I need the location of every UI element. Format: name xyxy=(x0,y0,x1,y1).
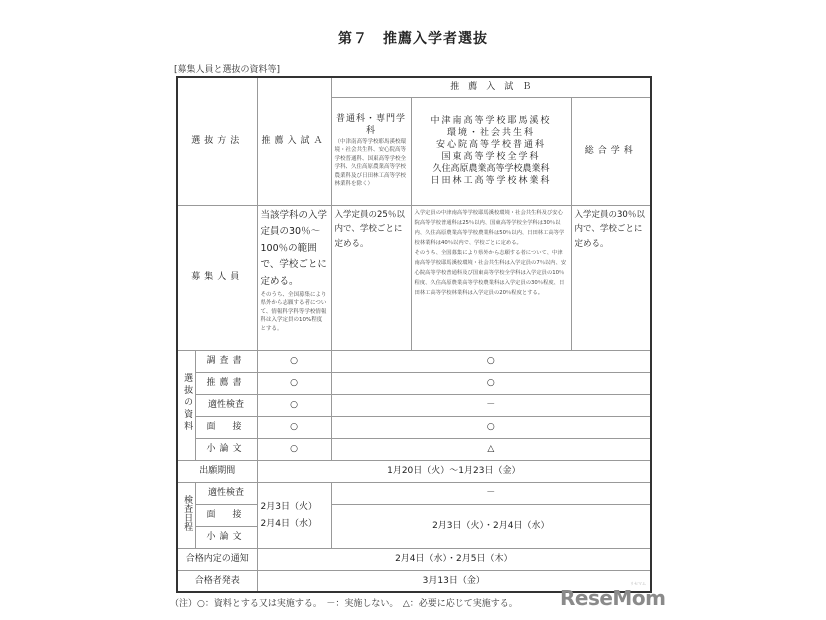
schedule-group-label xyxy=(177,482,195,548)
schedule-b-aptitude: － xyxy=(331,482,651,504)
school-item: 日田林工高等学校林業科 xyxy=(430,176,552,187)
material-b-value: ○ xyxy=(331,416,651,438)
school-item: 安心院高等学校普通科 xyxy=(436,139,547,150)
announcement-value: 3月13日（金） xyxy=(257,570,651,592)
material-b-value: ○ xyxy=(331,372,651,394)
school-item: 久住高原農業高等学校農業科 xyxy=(432,164,550,175)
material-label: 適性検査 xyxy=(195,394,257,416)
schedule-a-date: 2月4日（水） xyxy=(260,519,317,529)
method-label: 選抜方法 xyxy=(177,77,257,205)
quota-row xyxy=(177,205,651,350)
b-integrated-header: 総合学科 xyxy=(571,97,651,205)
watermark-kana: リセマム xyxy=(630,581,646,586)
announcement-label: 合格者発表 xyxy=(177,570,257,592)
b-schools-header xyxy=(411,97,571,205)
quota-a xyxy=(257,205,331,350)
material-label: 小論文 xyxy=(195,438,257,460)
quota-b-integrated: 入学定員の30％以内で、学校ごとに定める。 xyxy=(571,205,651,350)
material-a-value: ○ xyxy=(257,372,331,394)
material-row xyxy=(177,438,651,460)
application-value: 1月20日（火）～1月23日（金） xyxy=(257,460,651,482)
notice-value: 2月4日（水）・2月5日（木） xyxy=(257,548,651,570)
school-item: 国東高等学校全学科 xyxy=(441,152,541,162)
material-b-value: － xyxy=(331,394,651,416)
quota-b-schools xyxy=(411,205,571,350)
school-item: 中津南高等学校耶馬溪校 xyxy=(430,115,552,126)
header-row-1 xyxy=(177,77,651,97)
material-row xyxy=(177,350,651,372)
material-b-value: ○ xyxy=(331,350,651,372)
admission-table xyxy=(176,76,652,593)
school-item: 環境・社会共生科 xyxy=(447,127,536,138)
schedule-group-text: 検査日程 xyxy=(182,494,193,531)
schedule-a-date: 2月3日（火） xyxy=(260,501,317,512)
section-subtitle: [募集人員と選抜の資料等] xyxy=(174,65,281,75)
material-label: 推薦書 xyxy=(195,372,257,394)
material-label: 面 接 xyxy=(195,416,257,438)
schedule-label: 適性検査 xyxy=(195,482,257,504)
material-a-value: ○ xyxy=(257,350,331,372)
application-row xyxy=(177,460,651,482)
quota-label: 募集人員 xyxy=(177,205,257,350)
schedule-a-dates xyxy=(257,482,331,548)
quota-b-general: 入学定員の25％以内で、学校ごとに定める。 xyxy=(331,205,411,350)
material-label: 調査書 xyxy=(195,350,257,372)
application-label: 出願期間 xyxy=(177,460,257,482)
schedule-label: 小論文 xyxy=(195,526,257,548)
notice-row xyxy=(177,548,651,570)
exam-b-header: 推 薦 入 試 Ｂ xyxy=(331,77,651,97)
schedule-row xyxy=(177,482,651,504)
schedule-b-dates: 2月3日（火）・2月4日（水） xyxy=(331,504,651,548)
page-title: 第７ 推薦入学者選抜 xyxy=(338,31,488,47)
quota-b-schools-main: 入学定員の中津南高等学校耶馬溪校環境・社会共生科及び安心院高等学校普通科は25％以内、国東高等学校全学科は30％以内、久住高原農業高等学校農業科は50％以内、日田林工高等学校林業科は40％以内で、学校ごとに定める。 xyxy=(414,209,565,246)
quota-b-schools-note: そのうち、全国募集により県外から志願する者について、中津南高等学校耶馬溪校環境・社会共生科は入学定員の7％以内、安心院高等学校普通科及び国東高等学校全学科は入学定員の10％程度、久住高原農業高等学校農業科は入学定員の30％程度、日田林工高等学校林業科は入学定員の20％程度とする。 xyxy=(414,249,567,296)
materials-group-label xyxy=(177,350,195,460)
material-row xyxy=(177,416,651,438)
b-general-label: 普通科・専門学科 xyxy=(336,114,407,137)
quota-a-note: そのうち、全国募集により県外から志願する者について、情報科学科等学校情報科は入学定員の10%程度とする。 xyxy=(260,291,327,332)
material-a-value: ○ xyxy=(257,416,331,438)
material-row xyxy=(177,372,651,394)
material-a-value: ○ xyxy=(257,394,331,416)
exam-a-header: 推薦入試Ａ xyxy=(257,77,331,205)
material-row xyxy=(177,394,651,416)
watermark-logo: ReseMom xyxy=(560,586,666,610)
material-b-value: △ xyxy=(331,438,651,460)
materials-group-text: 選抜の資料 xyxy=(182,372,193,433)
material-a-value: ○ xyxy=(257,438,331,460)
quota-a-main: 当該学科の入学定員の30％～100％の範囲で、学校ごとに定める。 xyxy=(260,209,328,287)
footnote: （注）○：資料とする又は実施する。 －：実施しない。 △：必要に応じて実施する。 xyxy=(170,599,518,609)
notice-label: 合格内定の通知 xyxy=(177,548,257,570)
b-general-note: （中津南高等学校耶馬溪校環境・社会共生科、安心院高等学校普通科、国東高等学校全学科、久住高原農業高等学校農業科及び日田林工高等学校林業科を除く） xyxy=(334,138,407,188)
b-general-header xyxy=(331,97,411,205)
schedule-row xyxy=(177,504,651,526)
schedule-label: 面 接 xyxy=(195,504,257,526)
